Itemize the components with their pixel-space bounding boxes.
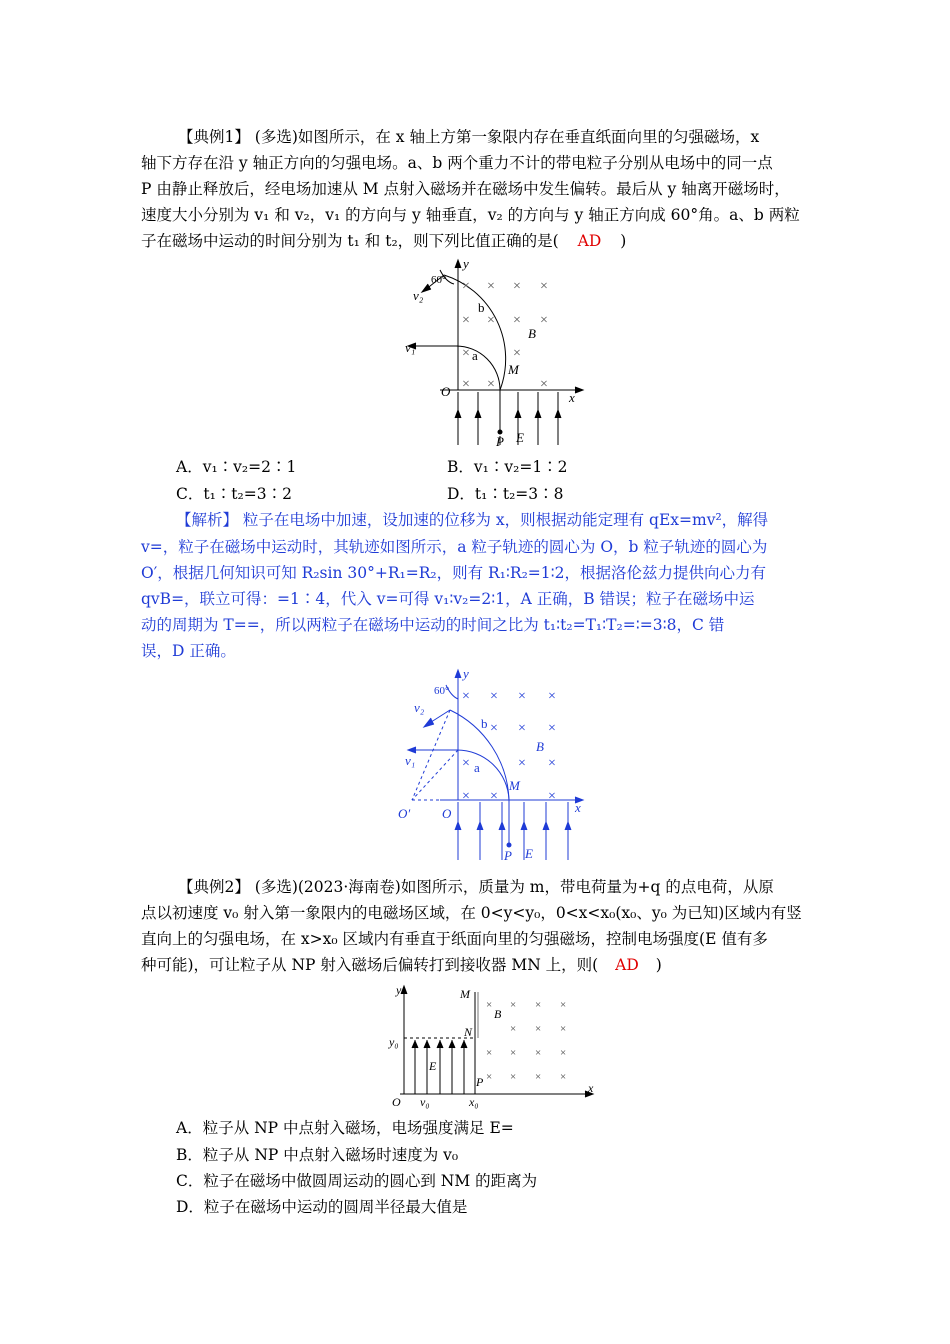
svg-text:×: × [487, 313, 495, 328]
example1-answer: AD [577, 232, 602, 250]
example2-line-3: 直向上的匀强电场，在 x>x₀ 区域内有垂直于纸面向里的匀强磁场，控制电场强度(E 值有多 [141, 930, 768, 948]
example1-line-5 [141, 231, 626, 251]
figure-1 [400, 256, 600, 456]
svg-text:×: × [560, 999, 567, 1011]
svg-text:×: × [490, 721, 498, 736]
svg-text:×: × [462, 279, 470, 294]
svg-text:×: × [548, 756, 556, 771]
svg-text:×: × [486, 1071, 493, 1083]
svg-text:×: × [462, 346, 470, 361]
fig1-v1-label: v₁ [405, 340, 416, 355]
example1-line-4: 速度大小分别为 v₁ 和 v₂，v₁ 的方向与 y 轴垂直，v₂ 的方向与 y 轴正方向成 60°角。a、b 两粒 [141, 206, 800, 224]
fig2-origin-label: O [442, 806, 452, 821]
svg-text:×: × [487, 279, 495, 294]
fig3-y0-label: y₀ [389, 1035, 399, 1049]
fig3-N-label: N [464, 1025, 473, 1039]
example1-option-d[interactable]: D．t₁∶t₂=3∶8 [447, 485, 564, 503]
svg-text:×: × [462, 689, 470, 704]
svg-text:×: × [548, 721, 556, 736]
fig3-y-label: y [396, 983, 402, 997]
fig3-E-label: E [429, 1059, 437, 1073]
fig2-a-label: a [474, 760, 480, 775]
fig1-x-label: x [569, 390, 575, 405]
svg-text:×: × [518, 689, 526, 704]
example1-option-b[interactable]: B．v₁∶v₂=1∶2 [447, 458, 568, 476]
svg-text:×: × [462, 377, 470, 392]
svg-text:×: × [510, 1071, 517, 1083]
svg-text:×: × [560, 1047, 567, 1059]
fig1-origin-label: O [441, 384, 451, 399]
figure-2 [395, 666, 595, 866]
fig2-O-prime-label: O′ [398, 806, 411, 821]
svg-text:×: × [510, 999, 517, 1011]
fig3-P-label: P [476, 1075, 484, 1089]
example1-question-text: 子在磁场中运动的时间分别为 t₁ 和 t₂，则下列比值正确的是( [141, 232, 559, 250]
fig1-P-label: P [496, 434, 504, 449]
fig2-angle-label: 60° [434, 685, 450, 697]
analysis-line-4: qvB=，联立可得：=1∶4，代入 v=可得 v₁∶v₂=2∶1，A 正确，B 错误；粒子在磁场中运 [141, 590, 755, 608]
svg-text:×: × [540, 313, 548, 328]
example2-line-1: 【典例2】 (多选)(2023·海南卷)如图所示，质量为 m，带电荷量为+q 的点电荷，从原 [178, 878, 774, 896]
figure-3 [385, 980, 605, 1110]
fig3-origin-label: O [392, 1095, 401, 1109]
analysis-line-5: 动的周期为 T==，所以两粒子在磁场中运动的时间之比为 t₁∶t₂=T₁∶T₂=∶=3∶8，C 错 [141, 616, 725, 634]
svg-text:×: × [486, 999, 493, 1011]
svg-text:×: × [560, 1023, 567, 1035]
fig1-v2-label: v₂ [413, 288, 424, 303]
fig2-E-label: E [525, 846, 533, 861]
fig2-v1-label: v₁ [405, 753, 416, 768]
svg-text:×: × [462, 313, 470, 328]
example2-option-a[interactable]: A．粒子从 NP 中点射入磁场，电场强度满足 E= [176, 1119, 514, 1137]
svg-text:×: × [513, 346, 521, 361]
fig1-B-label: B [528, 326, 536, 341]
svg-text:×: × [487, 377, 495, 392]
fig2-P-label: P [504, 848, 512, 863]
svg-text:×: × [540, 377, 548, 392]
example2-question-text: 种可能)，可让粒子从 NP 射入磁场后偏转打到接收器 MN 上，则( [141, 956, 599, 974]
example1-line-2: 轴下方存在沿 y 轴正方向的匀强电场。a、b 两个重力不计的带电粒子分别从电场中的同一点 [141, 154, 773, 172]
fig2-y-label: y [463, 666, 469, 681]
example2-option-c[interactable]: C．粒子在磁场中做圆周运动的圆心到 NM 的距离为 [176, 1172, 538, 1190]
example1-option-c[interactable]: C．t₁∶t₂=3∶2 [176, 485, 292, 503]
svg-text:×: × [462, 789, 470, 804]
example1-line-3: P 由静止释放后，经电场加速从 M 点射入磁场并在磁场中发生偏转。最后从 y 轴离开磁场时， [141, 180, 790, 198]
svg-text:×: × [535, 1047, 542, 1059]
svg-text:×: × [513, 279, 521, 294]
analysis-line-1: 【解析】 粒子在电场中加速，设加速的位移为 x，则根据动能定理有 qEx=mv²，解得 [176, 511, 769, 529]
analysis-line-6: 误，D 正确。 [141, 642, 236, 660]
example2-line-2: 点以初速度 v₀ 射入第一象限内的电磁场区域，在 0<y<y₀，0<x<x₀(x₀、y₀ 为已知)区域内有竖 [141, 904, 802, 922]
svg-text:×: × [510, 1047, 517, 1059]
fig1-M-label: M [508, 362, 519, 377]
example1-close-paren: ) [620, 232, 627, 250]
analysis-line-3: O′，根据几何知识可知 R₂sin 30°+R₁=R₂，则有 R₁∶R₂=1∶2，根据洛伦兹力提供向心力有 [141, 564, 767, 582]
example2-close-paren: ) [655, 956, 662, 974]
svg-text:×: × [510, 1023, 517, 1035]
example2-line-4 [141, 955, 662, 975]
svg-text:×: × [490, 789, 498, 804]
fig1-angle-label: 60° [431, 274, 447, 286]
example2-option-b[interactable]: B．粒子从 NP 中点射入磁场时速度为 v₀ [176, 1146, 459, 1164]
fig3-x0-label: x₀ [469, 1095, 479, 1109]
svg-text:×: × [535, 1071, 542, 1083]
fig1-y-label: y [463, 256, 469, 271]
fig2-b-label: b [481, 716, 488, 731]
example1-option-a[interactable]: A．v₁∶v₂=2∶1 [176, 458, 297, 476]
fig1-b-label: b [478, 300, 485, 315]
fig3-x-label: x [588, 1081, 594, 1095]
svg-text:×: × [462, 756, 470, 771]
fig2-v2-label: v₂ [414, 700, 425, 715]
fig2-B-label: B [536, 739, 544, 754]
svg-text:×: × [560, 1071, 567, 1083]
fig3-B-label: B [494, 1007, 502, 1021]
fig1-E-label: E [516, 430, 524, 445]
svg-text:×: × [490, 689, 498, 704]
fig3-v0-label: v₀ [420, 1095, 430, 1109]
fig3-M-label: M [460, 987, 470, 1001]
example2-answer: AD [615, 956, 639, 974]
svg-text:×: × [535, 999, 542, 1011]
svg-text:×: × [535, 1023, 542, 1035]
svg-text:×: × [548, 789, 556, 804]
svg-text:×: × [513, 313, 521, 328]
fig1-a-label: a [472, 348, 478, 363]
fig2-M-label: M [509, 778, 520, 793]
svg-text:×: × [518, 756, 526, 771]
analysis-line-2: v=，粒子在磁场中运动时，其轨迹如图所示，a 粒子轨迹的圆心为 O，b 粒子轨迹的圆心为 [141, 538, 768, 556]
svg-text:×: × [518, 721, 526, 736]
svg-text:×: × [486, 1047, 493, 1059]
svg-text:×: × [548, 689, 556, 704]
fig2-x-label: x [575, 800, 581, 815]
example2-option-d[interactable]: D．粒子在磁场中运动的圆周半径最大值是 [176, 1198, 468, 1216]
svg-text:×: × [540, 279, 548, 294]
example1-line-1: 【典例1】 (多选)如图所示，在 x 轴上方第一象限内存在垂直纸面向里的匀强磁场，x [178, 128, 760, 146]
fig1-field-lines [455, 392, 561, 445]
